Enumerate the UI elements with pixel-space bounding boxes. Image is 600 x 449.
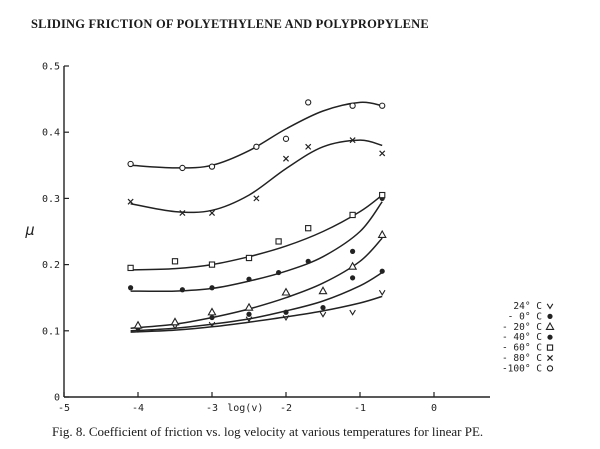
data-point-series-3-3: [246, 277, 251, 282]
x-tick-label: 0: [430, 403, 438, 414]
y-tick-label: 0.3: [41, 193, 60, 205]
data-point-series-2-7: [379, 231, 386, 237]
data-point-series-2-2: [208, 308, 215, 314]
data-point-series-6-7: [380, 103, 385, 108]
running-head: SLIDING FRICTION OF POLYETHYLENE AND POLYPROPYLENE: [31, 17, 429, 31]
data-point-series-6-1: [180, 165, 185, 170]
data-point-series-5-2: [209, 210, 214, 215]
legend-marker-6: [547, 366, 552, 371]
data-point-series-1-4: [283, 310, 288, 315]
data-point-series-4-6: [350, 212, 355, 217]
fit-curve-series-1: [131, 273, 383, 331]
data-point-series-2-5: [319, 287, 326, 293]
legend-marker-2: [546, 323, 553, 329]
data-point-series-6-4: [283, 136, 288, 141]
data-point-series-4-4: [276, 239, 281, 244]
data-point-series-5-1: [180, 210, 185, 215]
legend-label: -100° C: [501, 363, 542, 375]
data-point-series-4-2: [209, 262, 214, 267]
figure-caption: Fig. 8. Coefficient of friction vs. log velocity at various temperatures for linear PE.: [52, 424, 484, 439]
fit-curve-series-0: [131, 296, 383, 332]
legend-marker-4: [547, 345, 552, 350]
data-point-series-3-2: [209, 285, 214, 290]
data-point-series-2-6: [349, 263, 356, 269]
x-tick-label: -1: [353, 403, 367, 414]
data-point-series-6-2: [209, 164, 214, 169]
x-tick-label: -5: [57, 403, 71, 414]
legend: [502, 301, 554, 374]
data-point-series-2-1: [171, 318, 178, 324]
data-point-series-5-4: [283, 156, 288, 161]
data-point-series-4-5: [306, 226, 311, 231]
data-point-series-0-5: [320, 312, 326, 317]
axes: [24, 62, 490, 415]
fit-curve-series-6: [131, 102, 383, 168]
data-point-series-0-6: [350, 310, 356, 315]
legend-marker-0: [547, 304, 553, 309]
legend-label: - 60° C: [501, 342, 542, 354]
fit-curve-series-5: [131, 140, 383, 212]
data-point-series-6-6: [350, 103, 355, 108]
data-point-series-0-4: [283, 315, 289, 320]
data-point-series-1-5: [320, 305, 325, 310]
data-point-series-5-3: [254, 196, 259, 201]
legend-label: - 20° C: [501, 321, 542, 333]
data-point-series-3-4: [276, 270, 281, 275]
y-tick-label: 0.5: [41, 61, 60, 73]
data-point-series-3-0: [128, 285, 133, 290]
y-tick-label: 0.2: [41, 260, 60, 272]
x-tick-label: -4: [131, 403, 145, 414]
data-point-series-3-5: [306, 259, 311, 264]
fit-curve-series-2: [131, 238, 383, 328]
data-point-series-6-5: [306, 100, 311, 105]
data-point-series-3-6: [350, 249, 355, 254]
legend-label: - 80° C: [501, 353, 542, 364]
data-point-series-6-3: [254, 144, 259, 149]
data-point-series-2-3: [245, 304, 252, 310]
y-tick-label: 0: [53, 392, 60, 404]
data-point-series-1-7: [380, 269, 385, 274]
data-point-series-5-7: [380, 151, 385, 156]
data-point-series-2-4: [282, 289, 289, 295]
data-point-series-5-5: [306, 144, 311, 149]
data-point-series-2-0: [134, 322, 141, 328]
legend-label: - 0° C: [507, 311, 542, 323]
data-point-series-6-0: [128, 161, 133, 166]
x-axis-label: log(v): [227, 403, 264, 414]
data-point-series-5-0: [128, 199, 133, 204]
y-tick-label: 0.1: [41, 326, 60, 338]
legend-marker-3: [547, 335, 552, 340]
data-markers: [128, 100, 386, 332]
data-point-series-4-0: [128, 265, 133, 270]
fit-curve-series-4: [131, 195, 383, 270]
data-point-series-4-1: [172, 259, 177, 264]
data-point-series-4-7: [380, 192, 385, 197]
y-tick-label: 0.4: [41, 127, 60, 139]
x-tick-label: -2: [279, 403, 293, 414]
legend-marker-5: [547, 355, 552, 360]
data-point-series-3-1: [180, 287, 185, 292]
legend-label: - 40° C: [501, 332, 542, 344]
fit-curves: [131, 102, 383, 332]
y-axis-label: μ: [25, 221, 35, 239]
data-point-series-1-6: [350, 275, 355, 280]
data-point-series-0-7: [379, 290, 385, 295]
data-point-series-1-3: [246, 312, 251, 317]
x-tick-label: -3: [205, 403, 219, 414]
legend-marker-1: [547, 314, 552, 319]
data-point-series-4-3: [246, 255, 251, 260]
data-point-series-1-2: [209, 315, 214, 320]
fit-curve-series-3: [131, 202, 383, 292]
legend-label: 24° C: [513, 301, 542, 312]
